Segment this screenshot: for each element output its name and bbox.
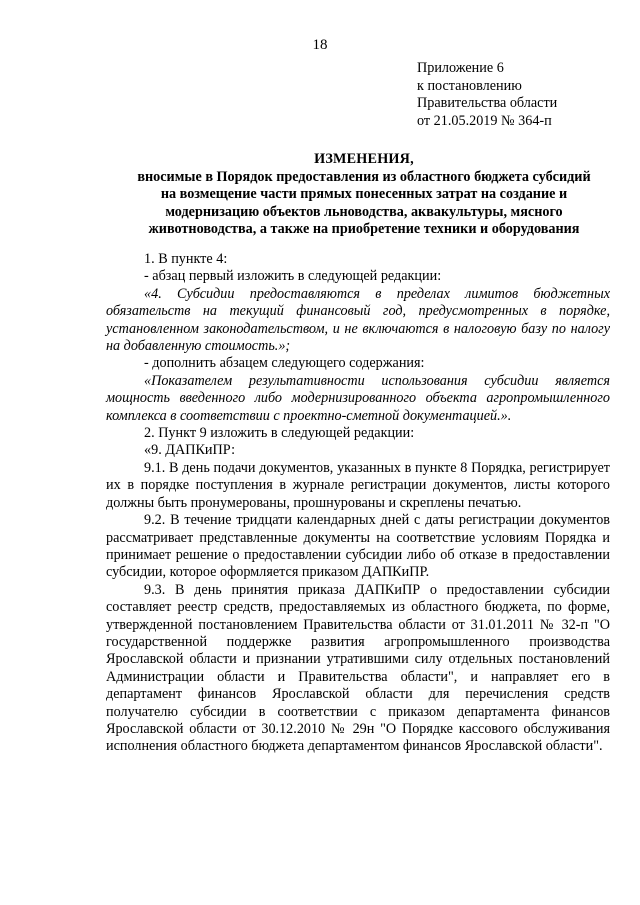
paragraph-9-1: 9.1. В день подачи документов, указанных в пункте 8 Порядка, регистрирует их в порядке поступления в журнале регистрации документов, листы которого должны быть пронумерованы, прошнурованы и скреплены печатью.: [106, 459, 610, 511]
appendix-line: от 21.05.2019 № 364-п: [417, 112, 552, 129]
document-body: [106, 251, 610, 756]
paragraph-item-1: 1. В пункте 4:: [144, 251, 228, 267]
paragraph-quote-indicator: «Показателем результативности использования субсидии является мощность введенного либо модернизированного объекта агропромышленного комплекса в соответствии с проектно-сметной документацией.».: [106, 372, 610, 424]
appendix-line: Правительства области: [417, 95, 558, 111]
paragraph-quote-9: «9. ДАПКиПР:: [144, 442, 236, 459]
title-line: на возмещение части прямых понесенных затрат на создание и: [160, 186, 568, 203]
page-number: 18: [312, 37, 328, 53]
appendix-header: [417, 60, 637, 130]
paragraph-quote-4: «4. Субсидии предоставляются в пределах лимитов бюджетных обязательств на текущий финансовый год, предусмотренных в порядке, установленном законодательством, и не включаются в налоговую базу по налогу на добавленную стоимость.»;: [106, 285, 610, 355]
title-line: вносимые в Порядок предоставления из областного бюджета субсидий: [137, 168, 591, 185]
paragraph-9-3: 9.3. В день принятия приказа ДАПКиПР о предоставлении субсидии составляет реестр средств, предоставляемых из областного бюджета, по форме, утвержденной постановлением Правительства области от 31.01.2011 № 32-п "О государственной поддержке развития агропромышленного производства Ярославской области и признании утратившими силу отдельных постановлений Администрации области и Правительства области", и направляет его в департамент финансов Ярославской области для перечисления средств получателю субсидии в соответствии с приказом департамента финансов Ярославской области от 30.12.2010 № 29н "О Порядке кассового обслуживания исполнения областного бюджета департаментом финансов Ярославской области".: [106, 581, 610, 755]
paragraph-instruction: - дополнить абзацем следующего содержания:: [144, 355, 425, 372]
paragraph-instruction: - абзац первый изложить в следующей редакции:: [144, 268, 442, 285]
title-line: модернизацию объектов льноводства, аквакультуры, мясного: [165, 203, 563, 220]
paragraph-9-2: 9.2. В течение тридцати календарных дней с даты регистрации документов рассматривает представленные документы на соответствие условиям Порядка и принимает решение о предоставлении субсидии либо об отказе в предоставлении субсидии, которое оформляется приказом ДАПКиПР.: [106, 512, 610, 581]
paragraph-item-2: 2. Пункт 9 изложить в следующей редакции:: [144, 425, 415, 442]
title-line: животноводства, а также на приобретение техники и оборудования: [148, 221, 580, 238]
title-heading: ИЗМЕНЕНИЯ,: [314, 151, 414, 167]
appendix-line: Приложение 6: [417, 60, 504, 76]
appendix-line: к постановлению: [417, 77, 522, 94]
document-title: [100, 151, 628, 239]
